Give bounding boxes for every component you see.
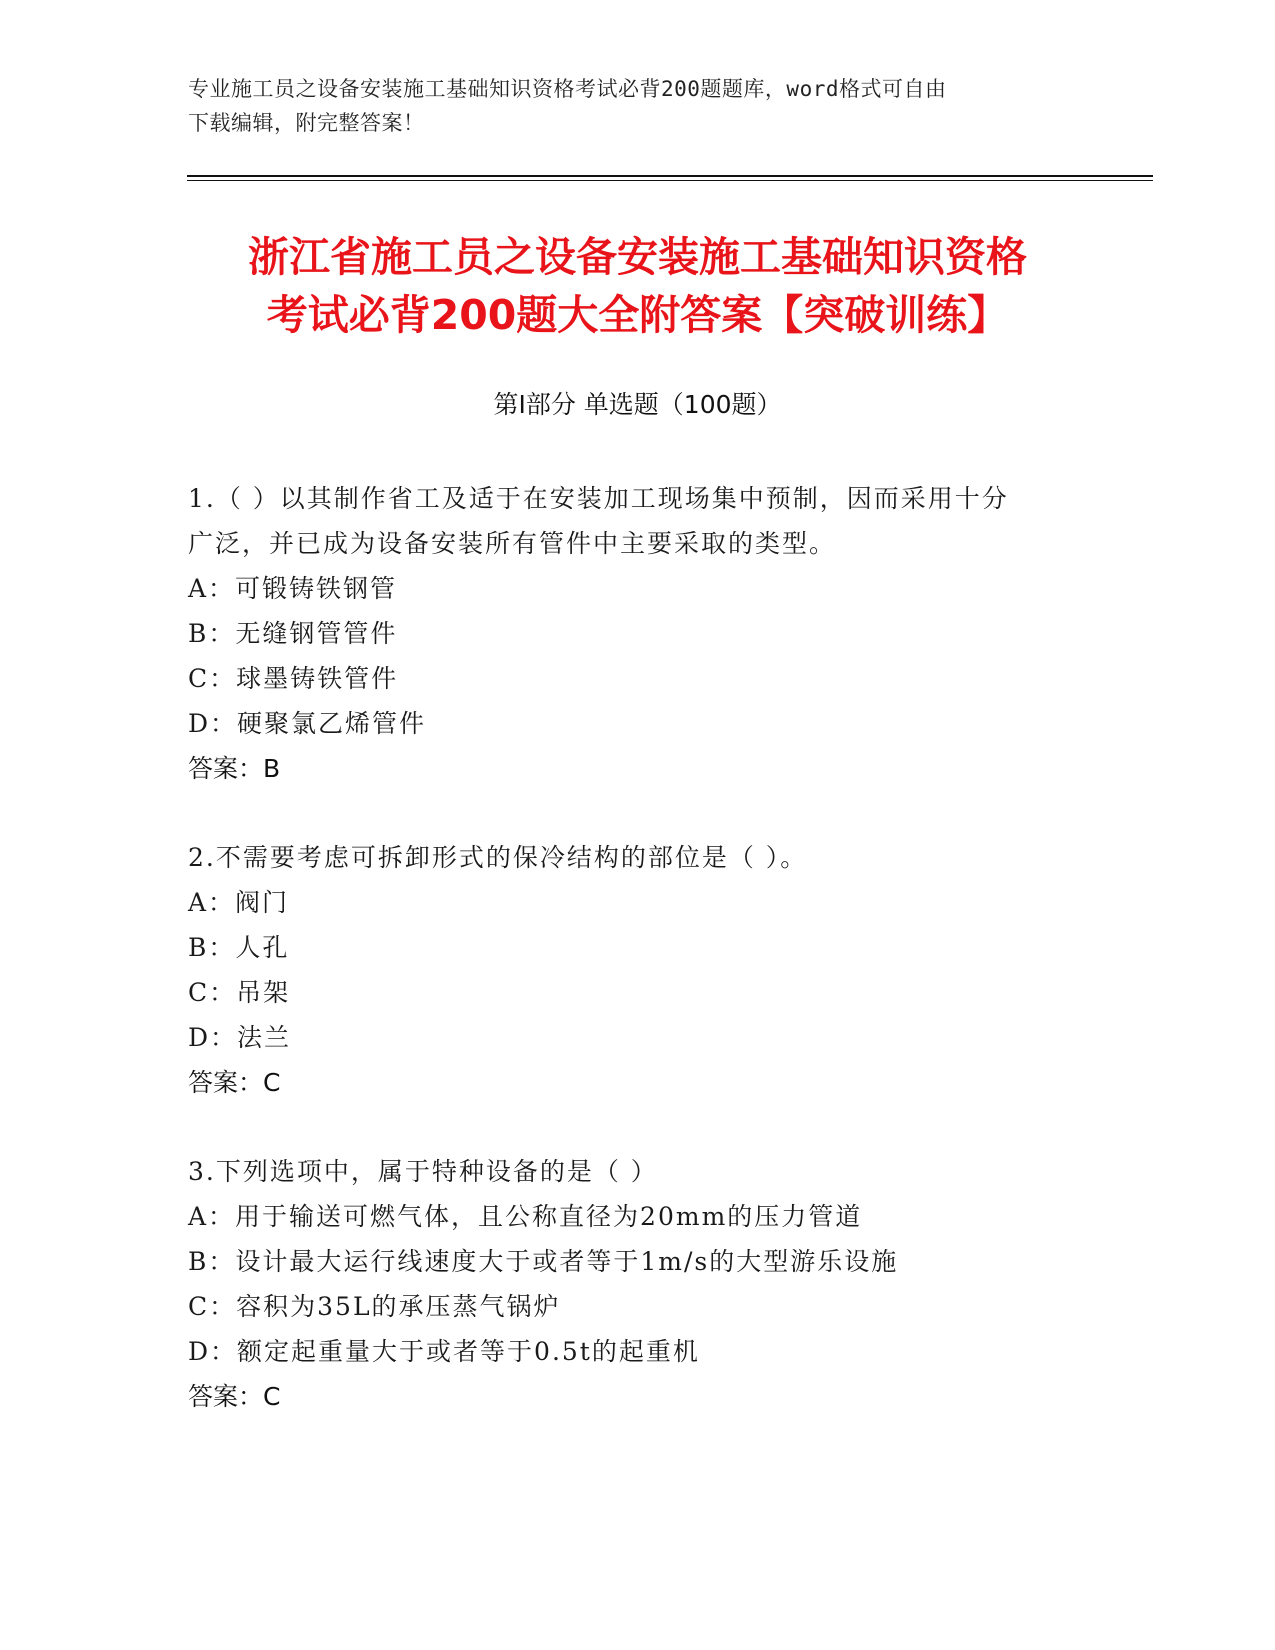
- option-c: C：容积为35L的承压蒸气锅炉: [188, 1292, 561, 1321]
- answer-text: 答案：C: [188, 1382, 281, 1411]
- section-title: 第Ⅰ部分 单选题（100题）: [493, 390, 782, 419]
- question-stem: [188, 1149, 1088, 1194]
- option-a: A：可锻铸铁钢管: [188, 574, 398, 603]
- option-b: B：设计最大运行线速度大于或者等于1m/s的大型游乐设施: [188, 1247, 899, 1276]
- question-stem: [188, 835, 1088, 880]
- header-note: [188, 72, 1088, 140]
- option-c: C：吊架: [188, 978, 291, 1007]
- option-b: B：人孔: [188, 933, 290, 962]
- question-item: [188, 1149, 1088, 1419]
- document-title: [150, 228, 1125, 344]
- option-b: B：无缝钢管管件: [188, 619, 398, 648]
- document-title-line: 浙江省施工员之设备安装施工基础知识资格: [248, 233, 1027, 281]
- question-stem: [188, 476, 1088, 566]
- option-d: D：硬聚氯乙烯管件: [188, 709, 427, 738]
- question-item: [188, 476, 1088, 791]
- question-stem-line: 广泛，并已成为设备安装所有管件中主要采取的类型。: [188, 529, 837, 558]
- answer-text: 答案：C: [188, 1068, 281, 1097]
- answer-text: 答案：B: [188, 754, 281, 783]
- document-title-line: 考试必背200题大全附答案【突破训练】: [266, 291, 1009, 339]
- question-item: [188, 835, 1088, 1105]
- header-note-line: 专业施工员之设备安装施工基础知识资格考试必背200题题库，word格式可自由: [188, 77, 947, 101]
- question-list: [188, 476, 1088, 1463]
- header-divider-thin: [187, 180, 1153, 181]
- option-d: D：法兰: [188, 1023, 292, 1052]
- option-a: A：阀门: [188, 888, 290, 917]
- header-divider-thick: [187, 175, 1153, 177]
- question-stem-line: 1.（ ）以其制作省工及适于在安装加工现场集中预制，因而采用十分: [188, 484, 1009, 513]
- option-c: C：球墨铸铁管件: [188, 664, 399, 693]
- header-note-line: 下载编辑，附完整答案！: [188, 111, 425, 135]
- question-stem-line: 3.下列选项中，属于特种设备的是（ ）: [188, 1157, 658, 1186]
- option-a: A：用于输送可燃气体，且公称直径为20mm的压力管道: [188, 1202, 863, 1231]
- option-d: D：额定起重量大于或者等于0.5t的起重机: [188, 1337, 700, 1366]
- question-stem-line: 2.不需要考虑可拆卸形式的保冷结构的部位是（ ）。: [188, 843, 808, 872]
